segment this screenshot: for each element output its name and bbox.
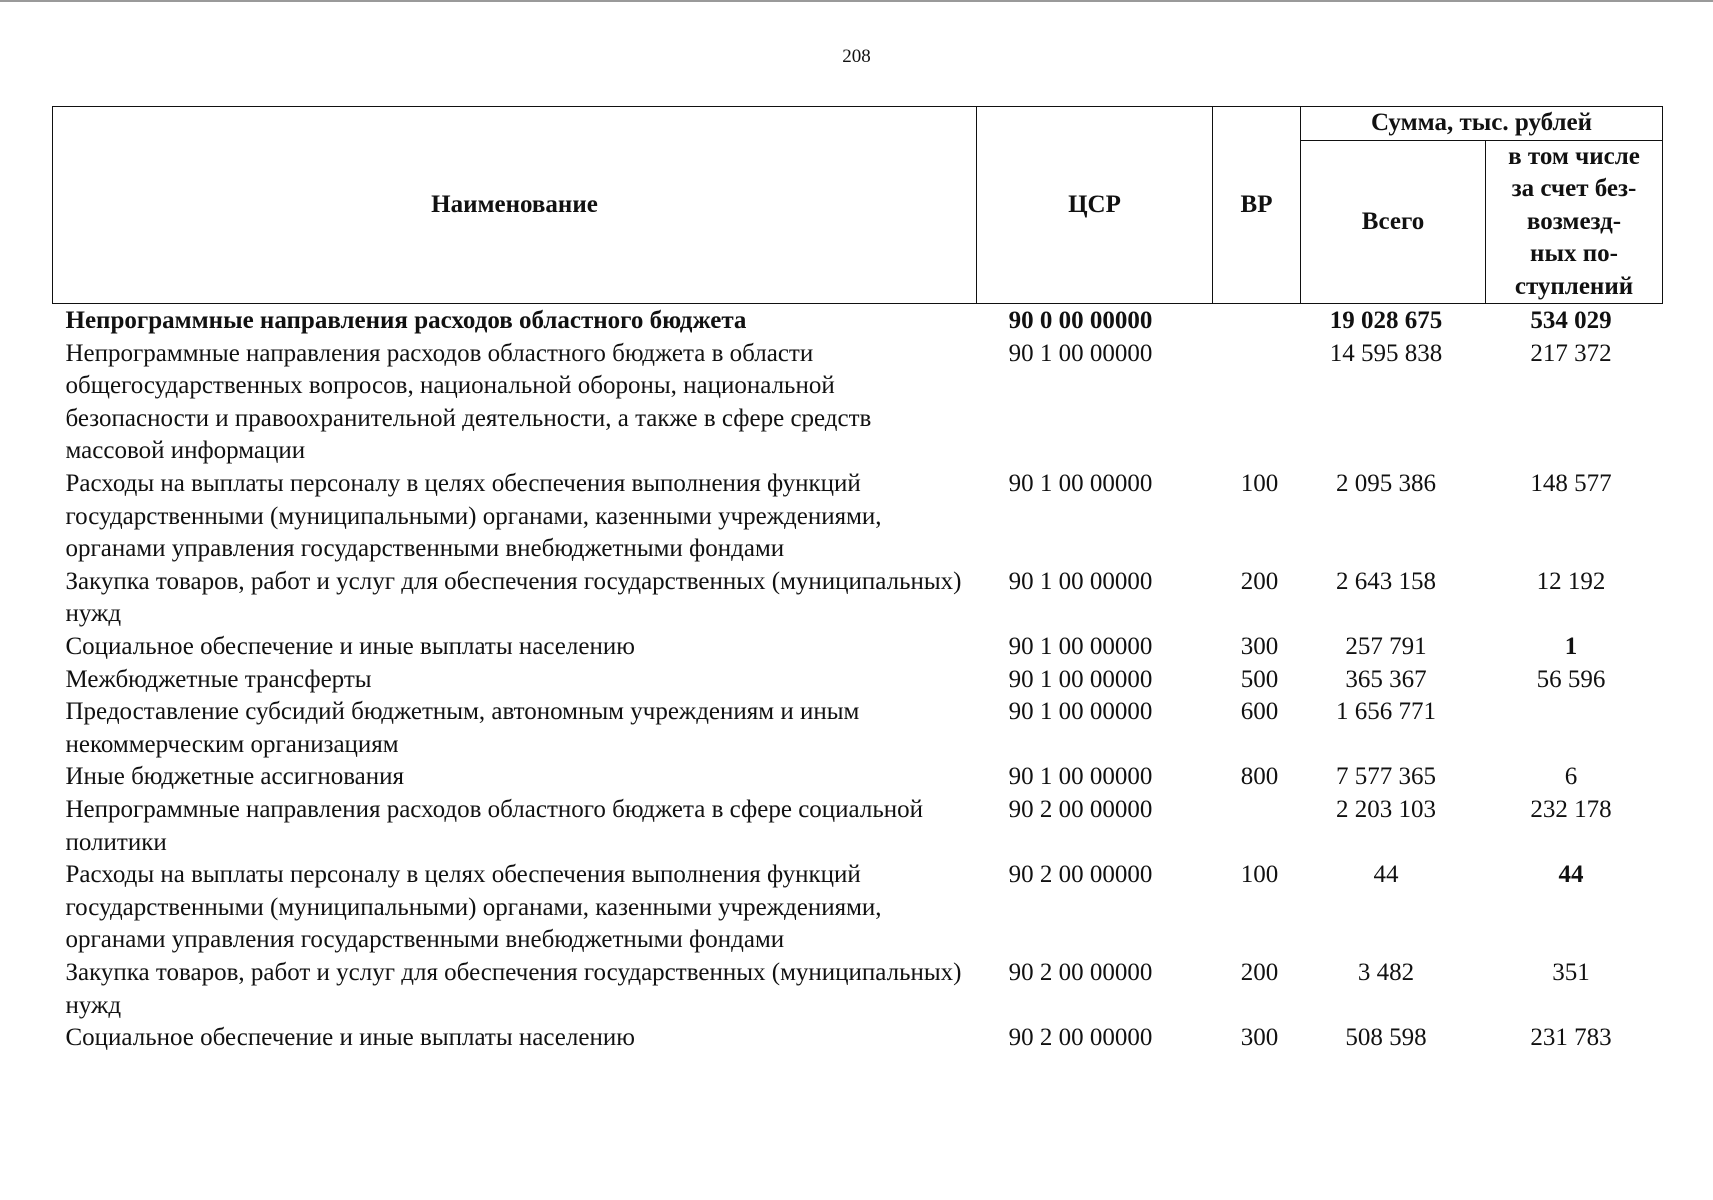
row-vr: 300 (1240, 633, 1279, 661)
row-free: 534 029 (1530, 307, 1612, 335)
table-row (53, 957, 1663, 1022)
header-free-line: ных по- (1530, 240, 1618, 268)
row-total: 2 095 386 (1336, 470, 1436, 498)
header-name: Наименование (53, 107, 977, 304)
row-total: 257 791 (1345, 633, 1427, 661)
page-number: 208 (842, 46, 871, 67)
row-name: Непрограммные направления расходов областного бюджета (65, 307, 747, 335)
row-vr: 200 (1240, 567, 1279, 595)
row-free: 217 372 (1530, 339, 1612, 367)
row-total: 19 028 675 (1329, 307, 1443, 335)
row-free: 231 783 (1530, 1024, 1612, 1052)
row-csr: 90 1 00 00000 (1008, 698, 1153, 726)
header-free-line: возмезд- (1526, 207, 1622, 235)
row-name: Непрограммные направления расходов областного бюджета в сфере социальной политики (65, 796, 923, 856)
table-row (53, 304, 1663, 338)
row-vr: 300 (1240, 1024, 1279, 1052)
row-name: Межбюджетные трансферты (65, 665, 372, 693)
row-name: Предоставление субсидий бюджетным, автономным учреждениям и иным некоммерческим организациям (65, 698, 860, 758)
row-csr: 90 1 00 00000 (1008, 470, 1153, 498)
row-vr: 200 (1240, 958, 1279, 986)
row-csr: 90 0 00 00000 (1008, 307, 1153, 335)
row-csr: 90 1 00 00000 (1008, 567, 1153, 595)
row-csr: 90 1 00 00000 (1008, 339, 1153, 367)
header-total: Всего (1301, 140, 1486, 304)
row-csr: 90 2 00 00000 (1008, 796, 1153, 823)
row-total: 2 643 158 (1336, 567, 1436, 595)
header-free-receipts (1486, 140, 1663, 304)
row-csr: 90 1 00 00000 (1008, 633, 1153, 661)
table-row (53, 338, 1663, 468)
scan-edge-line (0, 0, 1713, 2)
row-free: 6 (1564, 763, 1578, 791)
table-row (53, 761, 1663, 794)
row-total: 508 598 (1345, 1024, 1427, 1052)
table-body (53, 304, 1663, 1055)
row-vr: 500 (1240, 665, 1279, 693)
row-csr: 90 2 00 00000 (1008, 958, 1153, 986)
row-free: 44 (1558, 861, 1584, 889)
row-vr: 800 (1240, 763, 1279, 791)
table-row (53, 631, 1663, 664)
table-header (53, 107, 1663, 304)
row-free (1486, 696, 1663, 761)
row-vr: 100 (1240, 470, 1279, 498)
table-row (53, 794, 1663, 859)
row-name: Социальное обеспечение и иные выплаты населению (65, 1024, 635, 1052)
row-free: 232 178 (1530, 796, 1612, 823)
row-name: Расходы на выплаты персоналу в целях обеспечения выполнения функций государственными (муниципальными) органами, казенными учреждениями, органами управления государственными внебюджетными фондами (65, 470, 882, 563)
row-vr (1213, 338, 1301, 468)
table-row (53, 468, 1663, 566)
row-free: 12 192 (1536, 567, 1606, 595)
row-name: Закупка товаров, работ и услуг для обеспечения государственных (муниципальных) нужд (65, 958, 962, 1019)
header-csr: ЦСР (977, 107, 1213, 304)
row-csr: 90 2 00 00000 (1008, 861, 1153, 889)
row-vr (1213, 794, 1301, 859)
row-total: 7 577 365 (1336, 763, 1436, 791)
row-vr (1213, 304, 1301, 338)
row-vr: 100 (1240, 861, 1279, 889)
table-row (53, 859, 1663, 957)
row-total: 14 595 838 (1329, 339, 1443, 367)
row-csr: 90 1 00 00000 (1008, 665, 1153, 693)
row-name: Иные бюджетные ассигнования (65, 763, 405, 791)
row-name: Непрограммные направления расходов областного бюджета в области общегосударственных вопросов, национальной обороны, национальной безопасности и правоохранительной деятельности, а также в сфере средств массовой информации (65, 339, 872, 465)
row-total: 44 (1373, 861, 1399, 889)
table-row (53, 1022, 1663, 1055)
row-name: Социальное обеспечение и иные выплаты населению (65, 633, 635, 661)
header-free-line: ступлений (1514, 272, 1634, 300)
budget-table (52, 106, 1663, 1055)
header-free-line: в том числе (1508, 142, 1640, 170)
row-name: Закупка товаров, работ и услуг для обеспечения государственных (муниципальных) нужд (65, 567, 962, 628)
row-free: 1 (1564, 633, 1578, 661)
row-vr: 600 (1240, 698, 1279, 726)
row-free: 351 (1552, 958, 1590, 986)
row-total: 2 203 103 (1336, 796, 1436, 823)
row-csr: 90 1 00 00000 (1008, 763, 1153, 791)
row-total: 3 482 (1357, 958, 1415, 986)
row-free: 148 577 (1530, 470, 1612, 498)
row-csr: 90 2 00 00000 (1008, 1024, 1153, 1052)
row-total: 1 656 771 (1336, 698, 1436, 726)
row-name: Расходы на выплаты персоналу в целях обеспечения выполнения функций государственными (муниципальными) органами, казенными учреждениями, органами управления государственными внебюджетными фондами (65, 861, 882, 954)
table-row (53, 566, 1663, 631)
table-row (53, 664, 1663, 697)
row-free: 56 596 (1536, 665, 1606, 693)
header-vr: ВР (1213, 107, 1301, 304)
header-free-line: за счет без- (1511, 175, 1637, 203)
row-total: 365 367 (1345, 665, 1427, 693)
table-row (53, 696, 1663, 761)
header-sum-group: Сумма, тыс. рублей (1301, 107, 1663, 141)
